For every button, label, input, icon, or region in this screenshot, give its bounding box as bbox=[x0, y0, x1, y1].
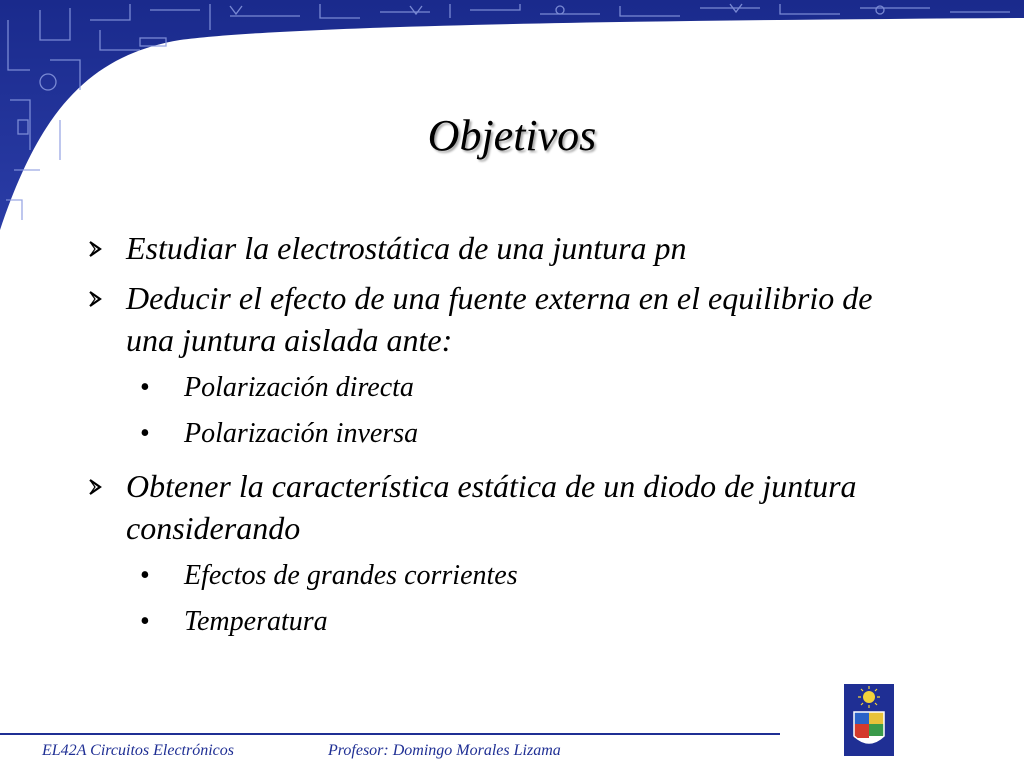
bullet-text: Estudiar la electrostática de una juntura pn bbox=[126, 230, 687, 266]
footer-professor: Profesor: Domingo Morales Lizama bbox=[328, 742, 561, 759]
university-crest-icon bbox=[844, 684, 894, 756]
sub-bullet-list bbox=[126, 553, 888, 645]
sub-bullet-item bbox=[140, 411, 888, 457]
sub-bullet-item bbox=[140, 553, 888, 599]
bullet-text: Deducir el efecto de una fuente externa en el equilibrio de una juntura aislada ante: bbox=[126, 280, 873, 358]
arrowhead-bullet-icon bbox=[88, 290, 102, 308]
sub-bullet-item bbox=[140, 365, 888, 411]
dot-bullet-icon: • bbox=[140, 606, 150, 637]
arrowhead-bullet-icon bbox=[88, 478, 102, 496]
footer-rule bbox=[0, 733, 780, 735]
sub-bullet-text: Polarización directa bbox=[184, 372, 414, 403]
dot-bullet-icon: • bbox=[140, 372, 150, 403]
footer-course: EL42A Circuitos Electrónicos bbox=[42, 742, 234, 759]
arrowhead-bullet-icon bbox=[88, 240, 102, 258]
sub-bullet-text: Polarización inversa bbox=[184, 418, 419, 449]
bullet-item bbox=[88, 227, 888, 269]
sub-bullet-text: Temperatura bbox=[184, 606, 328, 637]
dot-bullet-icon: • bbox=[140, 418, 150, 449]
bullet-text: Obtener la característica estática de un diodo de juntura considerando bbox=[126, 468, 857, 546]
bullet-list bbox=[88, 227, 888, 653]
dot-bullet-icon: • bbox=[140, 560, 150, 591]
slide-title: Objetivos bbox=[427, 111, 597, 160]
bullet-item bbox=[88, 277, 888, 457]
sub-bullet-item bbox=[140, 599, 888, 645]
sub-bullet-text: Efectos de grandes corrientes bbox=[184, 560, 518, 591]
sub-bullet-list bbox=[126, 365, 888, 457]
bullet-item bbox=[88, 465, 888, 645]
